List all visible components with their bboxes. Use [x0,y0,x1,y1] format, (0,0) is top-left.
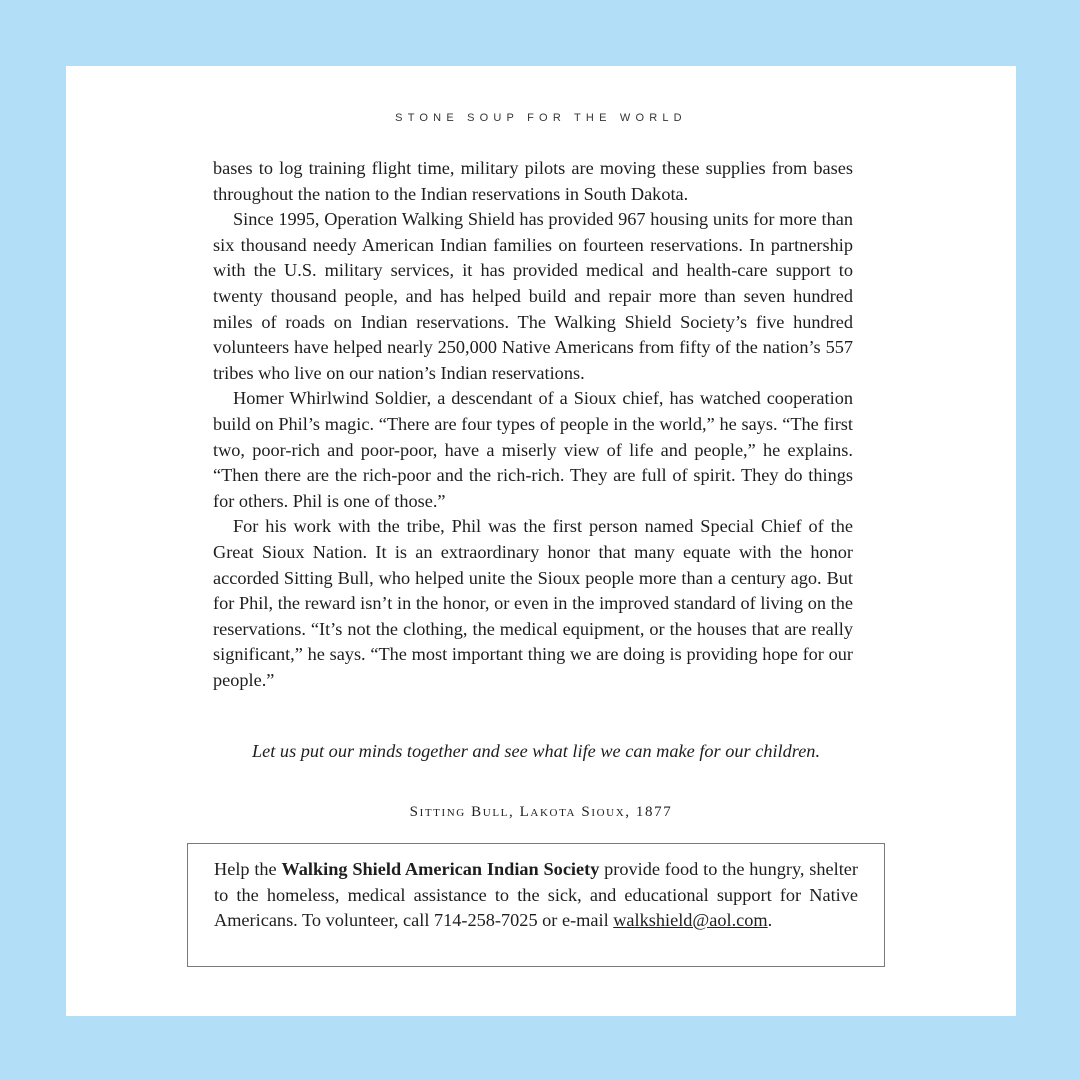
organization-name: Walking Shield American Indian Society [281,859,600,879]
paragraph: bases to log training flight time, military pilots are moving these supplies from bases throughout the nation to the Indian reservations in South Dakota. [213,158,853,204]
paragraph: Homer Whirlwind Soldier, a descendant of a Sioux chief, has watched cooperation build on Phil’s magic. “There are four types of people in the world,” he says. “The first two, poor-rich and poor-poor, have a miserly view of life and people,” he explains. “Then there are the rich-poor and the rich-rich. They are full of spirit. They do things for others. Phil is one of those.” [213,388,853,511]
body-text [213,156,853,693]
callout-text [214,857,858,934]
email-link[interactable]: walkshield@aol.com [613,910,768,931]
running-head: STONE SOUP FOR THE WORLD [395,112,687,124]
paragraph: For his work with the tribe, Phil was the first person named Special Chief of the Great Sioux Nation. It is an extraordinary honor that many equate with the honor accorded Sitting Bull, who helped unite the Sioux people more than a century ago. But for Phil, the reward isn’t in the honor, or even in the improved standard of living on the reservations. “It’s not the clothing, the medical equipment, or the houses that are really significant,” he says. “The most important thing we are doing is providing hope for our people.” [213,516,853,690]
epigraph-quote: Let us put our minds together and see what life we can make for our children. [252,741,821,761]
epigraph-attribution: Sitting Bull, Lakota Sioux, 1877 [409,804,673,820]
volunteer-callout-box [187,843,885,967]
paragraph: Since 1995, Operation Walking Shield has provided 967 housing units for more than six thousand needy American Indian families on fourteen reservations. In partnership with the U.S. military services, it has provided medical and health-care support to twenty thousand people, and has helped build and repair more than seven hundred miles of roads on Indian reservations. The Walking Shield Society’s five hundred volunteers have helped nearly 250,000 Native Americans from fifty of the nation’s 557 tribes who live on our nation’s Indian reservations. [213,209,853,383]
book-page [66,66,1016,1016]
callout-lead: Help the [214,859,282,879]
callout-trail: . [767,910,773,931]
callout-body: provide food to the hungry, shelter to the homeless, medical assistance to the sick, and educational support for Native Americans. To volunteer, call 714-258-7025 or e-mail [214,859,858,931]
